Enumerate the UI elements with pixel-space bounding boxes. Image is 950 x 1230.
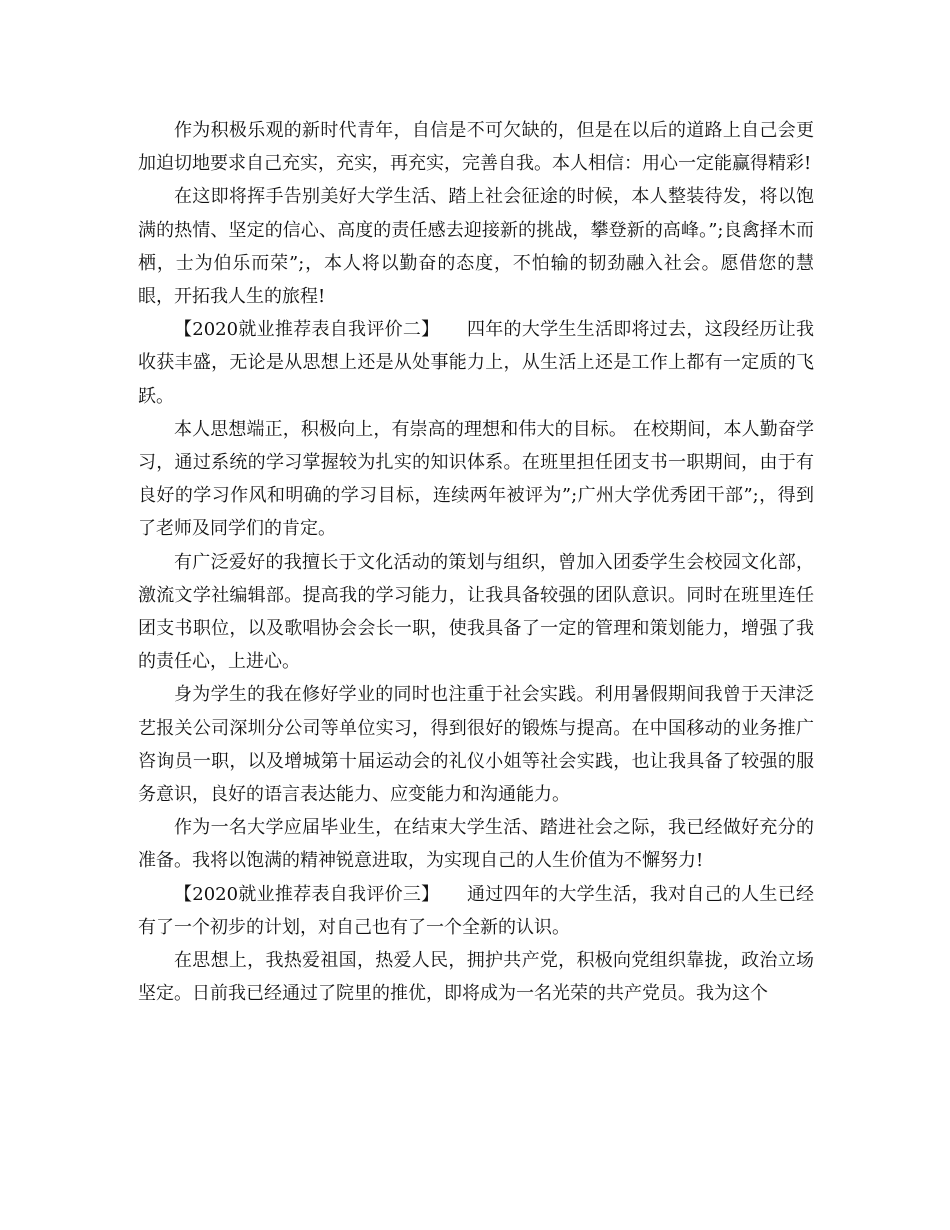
- document-body: [138, 114, 814, 1010]
- paragraph-political-thought: 在思想上，我热爱祖国，热爱人民，拥护共产党，积极向党组织靠拢，政治立场坚定。日前我已经通过了院里的推优，即将成为一名光荣的共产党员。我为这个: [138, 950, 814, 1005]
- paragraph-confidence: 作为积极乐观的新时代青年，自信是不可欠缺的，但是在以后的道路上自己会更加迫切地要求自己充实，充实，再充实，完善自我。本人相信：用心一定能赢得精彩!: [138, 120, 814, 175]
- paragraph-graduate: 作为一名大学应届毕业生，在结束大学生活、踏进社会之际，我已经做好充分的准备。我将以饱满的精神锐意进取，为实现自己的人生价值为不懈努力!: [138, 817, 814, 872]
- paragraph-social-practice: 身为学生的我在修好学业的同时也注重于社会实践。利用暑假期间我曾于天津泛艺报关公司深圳分公司等单位实习，得到很好的锻炼与提高。在中国移动的业务推广咨询员一职，以及增城第十届运动会的礼仪小姐等社会实践，也让我具备了较强的服务意识，良好的语言表达能力、应变能力和沟通能力。: [138, 684, 814, 806]
- paragraph-ideology-study: 本人思想端正，积极向上，有崇高的理想和伟大的目标。 在校期间，本人勤奋学习，通过系统的学习掌握较为扎实的知识体系。在班里担任团支书一职期间，由于有良好的学习作风和明确的学习目标，连续两年被评为”;广州大学优秀团干部”;，得到了老师及同学们的肯定。: [138, 418, 814, 540]
- paragraph-hobbies: 有广泛爱好的我擅长于文化活动的策划与组织，曾加入团委学生会校园文化部，激流文学社编辑部。提高我的学习能力，让我具备较强的团队意识。同时在班里连任团支书职位，以及歌唱协会会长一职，使我具备了一定的管理和策划能力，增强了我的责任心，上进心。: [138, 551, 814, 673]
- paragraph-farewell: 在这即将挥手告别美好大学生活、踏上社会征途的时候，本人整装待发，将以饱满的热情、坚定的信心、高度的责任感去迎接新的挑战，攀登新的高峰。”;良禽择木而栖，士为伯乐而荣”;，本人将以勤奋的态度，不怕输的韧劲融入社会。愿借您的慧眼，开拓我人生的旅程!: [138, 186, 814, 308]
- paragraph-evaluation-two-intro: 【2020就业推荐表自我评价二】 四年的大学生生活即将过去，这段经历让我收获丰盛，无论是从思想上还是从处事能力上，从生活上还是工作上都有一定质的飞跃。: [138, 319, 814, 407]
- paragraph-evaluation-three-intro: 【2020就业推荐表自我评价三】 通过四年的大学生活，我对自己的人生已经有了一个初步的计划，对自己也有了一个全新的认识。: [138, 883, 814, 938]
